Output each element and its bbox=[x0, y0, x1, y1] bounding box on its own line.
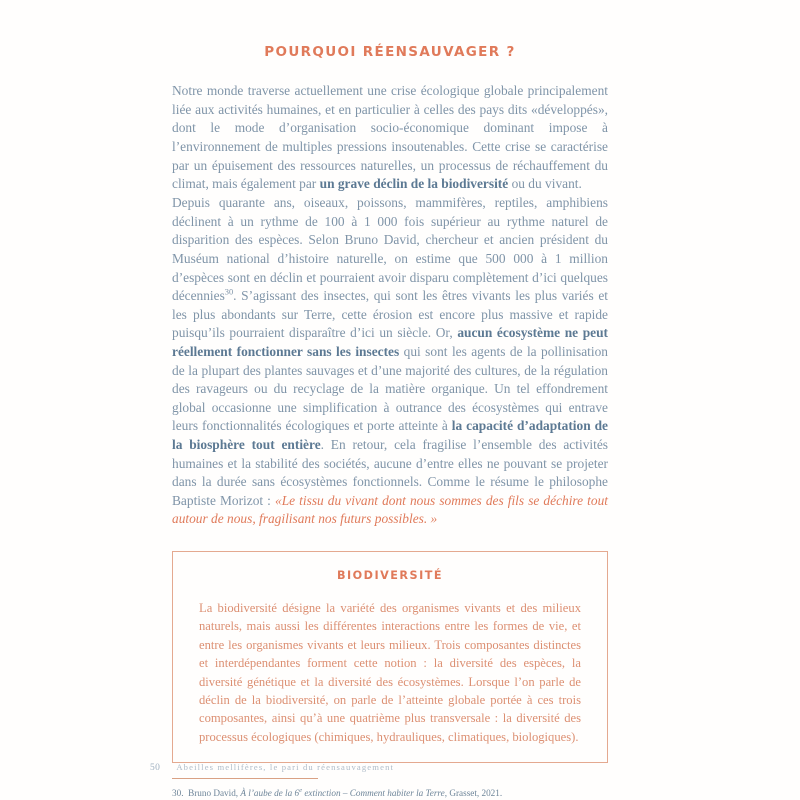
page-content bbox=[172, 44, 608, 800]
paragraph-2-segment-4: . En retour, cela fragilise l’ensemble des activités humaines et la stabilité des sociétés, aucune d’entre elles ne pouvant se projeter dans la durée sans écosystèmes fonctionnels. Comme le résume le philosophe Baptiste Morizot : bbox=[172, 436, 608, 508]
running-head: Abeilles mellifères, le pari du réensauvagement bbox=[176, 762, 395, 772]
footnote-zone bbox=[172, 778, 608, 800]
page-title: POURQUOI RÉENSAUVAGER ? bbox=[264, 44, 516, 60]
paragraph-1 bbox=[172, 82, 608, 194]
footnote-title-part-2: extinction – Comment habiter la Terre bbox=[302, 788, 445, 799]
paragraph-2-bold-2: la capacité d’adaptation de la biosphère tout entière bbox=[172, 418, 608, 452]
paragraph-1-tail: ou du vivant. bbox=[508, 176, 582, 192]
callout-body bbox=[199, 599, 581, 746]
callout-title: BIODIVERSITÉ bbox=[336, 568, 444, 582]
footnote-separator-rule bbox=[172, 778, 318, 779]
paragraph-1-lead: Notre monde traverse actuellement une crise écologique globale principalement liée aux activités humaines, et en particulier à celles des pays dits «développés», dont le mode d’organisation socio-économique dominant impose à l’environnement de multiples pressions insoutenables. Cette crise se caractérise par un épuisement des ressources naturelles, un processus de réchauffement du climat, mais également par bbox=[172, 83, 608, 192]
biodiversity-callout-box bbox=[172, 551, 608, 763]
morizot-quote: «Le tissu du vivant dont nous sommes des fils se déchire tout autour de nous, fragilisant nos futurs possibles. » bbox=[172, 492, 608, 527]
footnote-30 bbox=[172, 787, 608, 800]
body-text bbox=[172, 82, 608, 529]
page-footer bbox=[150, 762, 394, 773]
footnote-title-superscript: e bbox=[299, 787, 303, 795]
paragraph-2-segment-1: Depuis quarante ans, oiseaux, poissons, mammifères, reptiles, amphibiens déclinent à un rythme de 100 à 1 000 fois supérieur au rythme naturel de disparition des espèces. Selon Bruno David, chercheur et ancien président du Muséum national d’histoire naturelle, on estime que 500 000 à 1 million d’espèces sont en déclin et pourraient avoir disparu complètement d’ici quelques décennies bbox=[172, 195, 608, 304]
footnote-author: Bruno David, bbox=[188, 788, 239, 799]
callout-paragraph: La biodiversité désigne la variété des organismes vivants et des milieux naturels, mais aussi les différentes interactions entre les formes de vie, et entre les organismes vivants et leurs milieux. Trois composantes distinctes et interdépendantes forment cette notion : la diversité des espèces, la diversité génétique et la diversité des écosystèmes. Lorsque l’on parle de déclin de la biodiversité, on parle de l’atteinte globale portée à ces trois composantes, ainsi qu’à une quatrième plus transversale : la diversité des processus écologiques (chimiques, hydrauliques, climatiques, biologiques). bbox=[199, 600, 581, 744]
page-number: 50 bbox=[150, 763, 161, 773]
footnote-number: 30. bbox=[172, 788, 184, 799]
footnote-publisher: , Grasset, 2021. bbox=[444, 788, 503, 799]
footnote-marker-30[interactable]: 30 bbox=[224, 287, 234, 297]
paragraph-2-bold-1: aucun écosystème ne peut réellement fonctionner sans les insectes bbox=[172, 325, 608, 359]
paragraph-1-bold: un grave déclin de la biodiversité bbox=[319, 176, 509, 192]
paragraph-2-segment-2: . S’agissant des insectes, qui sont les êtres vivants les plus variés et les plus abondants sur Terre, cette érosion est encore plus massive et rapide puisqu’ils pourraient disparaître d’ici un siècle. Or, bbox=[172, 288, 608, 341]
paragraph-2-segment-3: qui sont les agents de la pollinisation de la plupart des plantes sauvages et d’une majorité des cultures, de la régulation des ravageurs ou du recyclage de la matière organique. Un tel effondrement global occasionne une simplification à outrance des écosystèmes qui entrave leurs fonctionnalités écologiques et porte atteinte à bbox=[172, 344, 608, 434]
paragraph-2 bbox=[172, 194, 608, 529]
footnote-title-part-1: À l’aube de la 6 bbox=[240, 788, 300, 799]
